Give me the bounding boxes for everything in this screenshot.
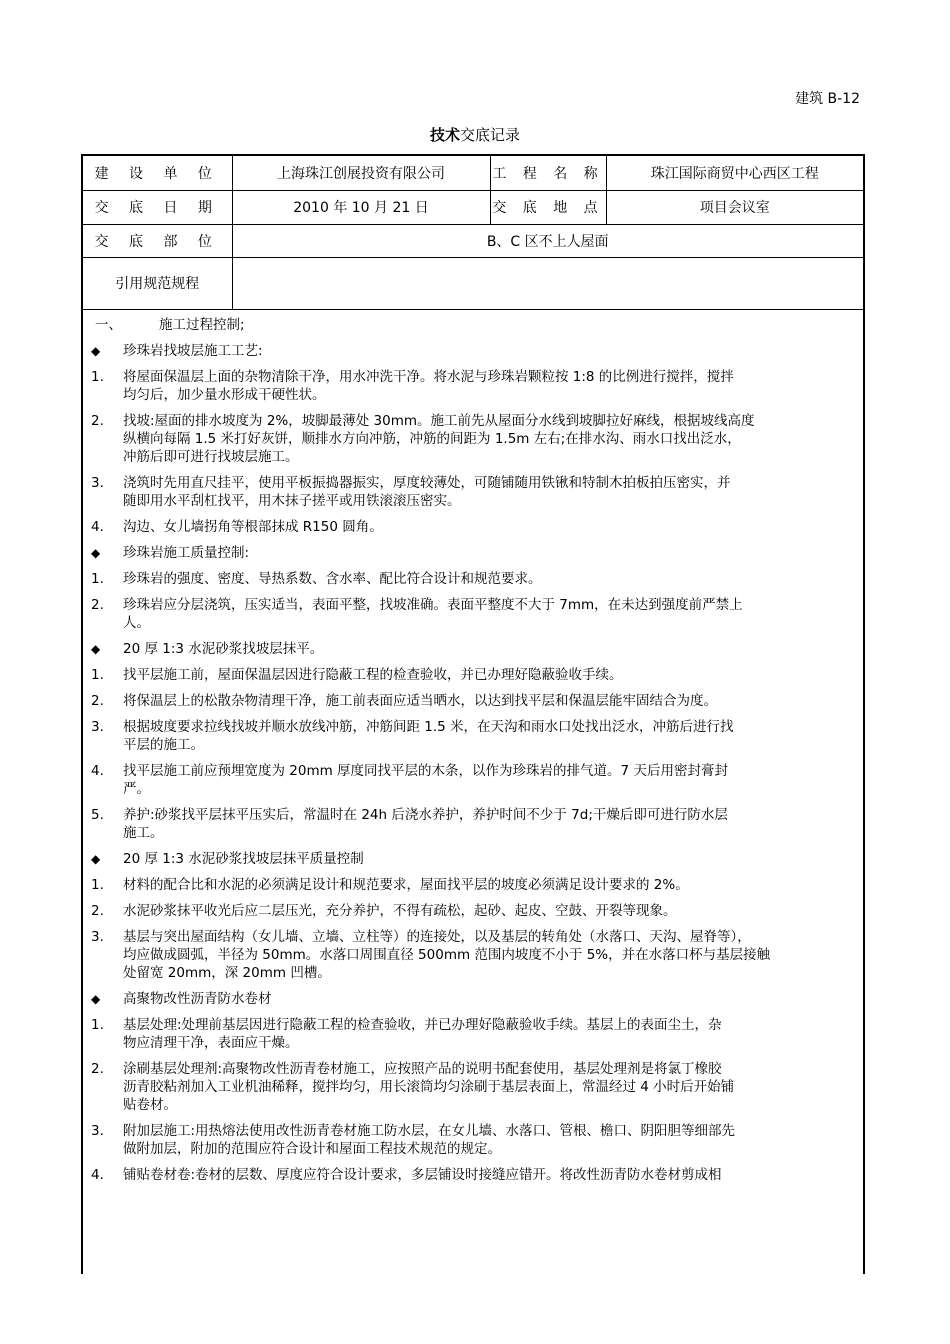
item-number: 5. <box>91 806 104 823</box>
content-body <box>83 310 863 1184</box>
item-text-line: 附加层施工:用热熔法使用改性沥青卷材施工防水层，在女儿墙、水落口、管根、檐口、阴阳胆等细部先 <box>123 1122 736 1139</box>
list-item <box>83 684 863 710</box>
section-title <box>83 334 863 360</box>
spec-label: 引用规范规程 <box>83 257 232 309</box>
part-label: 交 底 部 位 <box>83 224 232 257</box>
item-number: 3. <box>91 928 104 945</box>
item-text-line: 将保温层上的松散杂物清理干净，施工前表面应适当晒水，以达到找平层和保温层能牢固结合为度。 <box>123 692 717 709</box>
section-title <box>83 842 863 868</box>
item-number: 1. <box>91 666 104 683</box>
title-rest: 交底记录 <box>460 126 521 144</box>
item-text-line: 处留宽 20mm，深 20mm 凹槽。 <box>123 964 331 981</box>
part-value: B、C 区不上人屋面 <box>232 224 863 257</box>
diamond-bullet-icon: ◆ <box>91 545 101 560</box>
title-bold: 技术 <box>429 126 460 144</box>
list-item <box>83 754 863 798</box>
list-item <box>83 1114 863 1158</box>
item-number: 4. <box>91 762 104 779</box>
list-item <box>83 562 863 588</box>
item-text-line: 冲筋后即可进行找坡层施工。 <box>123 448 299 465</box>
item-text-line: 根据坡度要求拉线找坡并顺水放线冲筋，冲筋间距 1.5 米，在天沟和雨水口处找出泛水，冲筋后进行找 <box>123 718 734 735</box>
item-text-line: 涂刷基层处理剂:高聚物改性沥青卷材施工，应按照产品的说明书配套使用，基层处理剂是将氯丁橡胶 <box>123 1060 722 1077</box>
info-table <box>83 156 863 310</box>
section-title <box>83 632 863 658</box>
section-title-text: 20 厚 1:3 水泥砂浆找坡层抹平质量控制 <box>123 850 364 867</box>
item-text-line: 平层的施工。 <box>123 736 204 753</box>
item-number: 3. <box>91 1122 104 1139</box>
item-text-line: 贴卷材。 <box>123 1096 177 1113</box>
item-text-line: 浇筑时先用直尺挂平，使用平板振捣器振实，厚度较薄处，可随铺随用铁锹和特制木拍板拍压密实，并 <box>123 474 731 491</box>
list-item <box>83 360 863 404</box>
item-number: 1. <box>91 876 104 893</box>
item-text-line: 均应做成圆弧，半径为 50mm。水落口周围直径 500mm 范围内坡度不小于 5%，并在水落口杯与基层接触 <box>123 946 771 963</box>
client-value: 上海珠江创展投资有限公司 <box>232 156 490 190</box>
section-title-text: 珍珠岩找坡层施工工艺: <box>123 342 263 359</box>
section-title-text: 珍珠岩施工质量控制: <box>123 544 250 561</box>
item-text-line: 人。 <box>123 614 150 631</box>
list-item <box>83 588 863 632</box>
document-title <box>0 124 950 145</box>
project-value: 珠江国际商贸中心西区工程 <box>606 156 863 190</box>
item-number: 2. <box>91 596 104 613</box>
item-number: 3. <box>91 474 104 491</box>
heading-text: 施工过程控制; <box>159 316 245 333</box>
item-text-line: 珍珠岩应分层浇筑，压实适当，表面平整，找坡准确。表面平整度不大于 7mm，在未达到强度前严禁上 <box>123 596 743 613</box>
list-item <box>83 868 863 894</box>
item-text-line: 严。 <box>123 780 150 797</box>
item-text-line: 基层处理:处理前基层因进行隐蔽工程的检查验收，并已办理好隐蔽验收手续。基层上的表面尘土，杂 <box>123 1016 722 1033</box>
list-item <box>83 1008 863 1052</box>
client-label: 建 设 单 位 <box>83 156 232 190</box>
item-number: 1. <box>91 368 104 385</box>
item-text-line: 做附加层，附加的范围应符合设计和屋面工程技术规范的规定。 <box>123 1140 501 1157</box>
item-text-line: 随即用水平刮杠找平，用木抹子搓平或用铁滚滚压密实。 <box>123 492 461 509</box>
list-item <box>83 466 863 510</box>
item-number: 3. <box>91 718 104 735</box>
list-item <box>83 1158 863 1184</box>
section-title <box>83 536 863 562</box>
list-item <box>83 798 863 842</box>
item-number: 2. <box>91 412 104 429</box>
date-value: 2010 年 10 月 21 日 <box>232 190 490 224</box>
item-number: 1. <box>91 1016 104 1033</box>
item-text-line: 找坡:屋面的排水坡度为 2%，坡脚最薄处 30mm。施工前先从屋面分水线到坡脚拉好麻线，根据坡线高度 <box>123 412 755 429</box>
item-text-line: 铺贴卷材卷:卷材的层数、厚度应符合设计要求，多层铺设时接缝应错开。将改性沥青防水卷材剪成相 <box>123 1166 722 1183</box>
item-text-line: 养护:砂浆找平层抹平压实后，常温时在 24h 后浇水养护，养护时间不少于 7d;干燥后即可进行防水层 <box>123 806 728 823</box>
place-label: 交 底 地 点 <box>490 190 606 224</box>
item-text-line: 沥青胶粘剂加入工业机油稀释，搅拌均匀，用长滚筒均匀涂刷于基层表面上，常温经过 4 小时后开始铺 <box>123 1078 735 1095</box>
diamond-bullet-icon: ◆ <box>91 641 101 656</box>
date-label: 交 底 日 期 <box>83 190 232 224</box>
diamond-bullet-icon: ◆ <box>91 851 101 866</box>
list-item <box>83 894 863 920</box>
item-text-line: 水泥砂浆抹平收光后应二层压光，充分养护，不得有疏松，起砂、起皮、空鼓、开裂等现象。 <box>123 902 677 919</box>
item-number: 4. <box>91 1166 104 1183</box>
item-text-line: 基层与突出屋面结构（女儿墙、立墙、立柱等）的连接处，以及基层的转角处（水落口、天沟、屋脊等）， <box>123 928 751 945</box>
record-sheet <box>81 154 865 1274</box>
section-title-text: 20 厚 1:3 水泥砂浆找坡层抹平。 <box>123 640 324 657</box>
item-number: 1. <box>91 570 104 587</box>
list-item <box>83 920 863 982</box>
section-title <box>83 982 863 1008</box>
item-number: 2. <box>91 1060 104 1077</box>
item-text-line: 纵横向每隔 1.5 米打好灰饼，顺排水方向冲筋，冲筋的间距为 1.5m 左右;在排水沟、雨水口找出泛水， <box>123 430 741 447</box>
item-text-line: 将屋面保温层上面的杂物清除干净，用水冲洗干净。将水泥与珍珠岩颗粒按 1:8 的比例进行搅拌，搅拌 <box>123 368 734 385</box>
heading-number: 一、 <box>95 316 122 333</box>
list-item <box>83 658 863 684</box>
item-text-line: 找平层施工前应预埋宽度为 20mm 厚度同找平层的木条，以作为珍珠岩的排气道。7 天后用密封膏封 <box>123 762 728 779</box>
item-text-line: 珍珠岩的强度、密度、导热系数、含水率、配比符合设计和规范要求。 <box>123 570 542 587</box>
item-number: 4. <box>91 518 104 535</box>
list-item <box>83 510 863 536</box>
list-item <box>83 404 863 466</box>
diamond-bullet-icon: ◆ <box>91 343 101 358</box>
item-number: 2. <box>91 692 104 709</box>
list-item <box>83 710 863 754</box>
spec-value <box>232 257 863 309</box>
form-code: 建筑 B-12 <box>795 91 860 107</box>
place-value: 项目会议室 <box>606 190 863 224</box>
item-text-line: 找平层施工前，屋面保温层因进行隐蔽工程的检查验收，并已办理好隐蔽验收手续。 <box>123 666 623 683</box>
section-title-text: 高聚物改性沥青防水卷材 <box>123 990 272 1007</box>
item-text-line: 物应清理干净，表面应干燥。 <box>123 1034 299 1051</box>
section-heading <box>83 310 863 334</box>
item-number: 2. <box>91 902 104 919</box>
item-text-line: 材料的配合比和水泥的必须满足设计和规范要求，屋面找平层的坡度必须满足设计要求的 2%。 <box>123 876 689 893</box>
project-label: 工 程 名 称 <box>490 156 606 190</box>
item-text-line: 均匀后，加少量水形成干硬性状。 <box>123 386 326 403</box>
diamond-bullet-icon: ◆ <box>91 991 101 1006</box>
item-text-line: 施工。 <box>123 824 164 841</box>
list-item <box>83 1052 863 1114</box>
item-text-line: 沟边、女儿墙拐角等根部抹成 R150 圆角。 <box>123 518 383 535</box>
